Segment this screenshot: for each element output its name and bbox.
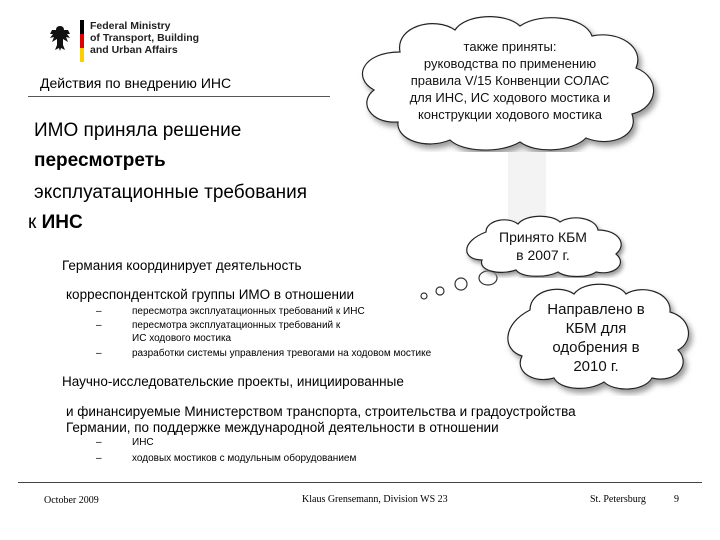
decision-line-2: пересмотреть — [34, 150, 166, 171]
cloud-right-text — [524, 300, 668, 376]
imo-item-1: пересмотра эксплуатационных требований к ИНС — [132, 306, 365, 317]
cloud-right-line: одобрения в — [552, 339, 640, 356]
cloud-right-line: 2010 г. — [573, 358, 619, 375]
footer-date: October 2009 — [44, 495, 99, 506]
research-item-dash: – — [96, 453, 102, 464]
slide-subtitle: Действия по внедрению ИНС — [40, 75, 232, 91]
imo-item-dash: – — [96, 320, 102, 331]
imo-item-2-cont: ИС ходового мостика — [132, 333, 232, 344]
cloud-middle-text — [474, 228, 612, 264]
germany-line-1: Германия координирует деятельность — [62, 258, 302, 273]
german-flag-stripe — [80, 20, 84, 62]
cloud-middle-line: Принято КБМ — [499, 229, 587, 245]
research-line-2: и финансируемые Министерством транспорта, строительства и градоустройства — [66, 404, 576, 419]
research-line-3: Германии, по поддержке международной деятельности в отношении — [66, 420, 499, 435]
cloud-top-line: конструкции ходового мостика — [417, 107, 603, 122]
imo-item-3: разработки системы управления тревогами на ходовом мостике — [132, 348, 432, 359]
cloud-top-line: также приняты: — [463, 39, 557, 54]
ministry-line: and Urban Affairs — [90, 44, 178, 56]
ministry-name — [90, 20, 199, 56]
subtitle-divider — [28, 96, 330, 97]
cloud-right-line: Направлено в — [547, 301, 645, 318]
cloud-middle-line: в 2007 г. — [516, 247, 570, 263]
footer-page-number: 9 — [674, 494, 679, 505]
decision-line-4-bold: ИНС — [41, 212, 83, 233]
research-item-dash: – — [96, 437, 102, 448]
ministry-line: of Transport, Building — [90, 32, 200, 44]
decision-line-1: ИМО приняла решение — [34, 120, 242, 141]
imo-item-dash: – — [96, 348, 102, 359]
cloud-top-line: правила V/15 Конвенции СОЛАС — [410, 73, 610, 88]
research-item-2: ходовых мостиков с модульным оборудованием — [132, 453, 357, 464]
imo-item-2: пересмотра эксплуатационных требований к — [132, 320, 341, 331]
federal-eagle-icon — [48, 24, 72, 52]
research-line-1: Научно-исследовательские проекты, инициированные — [62, 374, 404, 389]
cloud-top-text — [375, 38, 645, 123]
research-item-1: ИНС — [132, 437, 154, 448]
cloud-top-line: руководства по применению — [423, 56, 597, 71]
cloud-right-line: КБМ для — [565, 320, 627, 337]
footer-author: Klaus Grensemann, Division WS 23 — [302, 494, 448, 505]
footer-divider — [18, 482, 702, 483]
decision-line-4 — [28, 212, 83, 234]
cloud-top-line: для ИНС, ИС ходового мостика и — [409, 90, 611, 105]
footer-city: St. Petersburg — [590, 494, 646, 505]
imo-item-dash: – — [96, 306, 102, 317]
decision-line-4-prefix: к — [28, 212, 37, 233]
decision-line-3: эксплуатационные требования — [34, 182, 308, 203]
ministry-line: Federal Ministry — [90, 20, 171, 32]
germany-line-2: корреспондентской группы ИМО в отношении — [66, 287, 355, 302]
